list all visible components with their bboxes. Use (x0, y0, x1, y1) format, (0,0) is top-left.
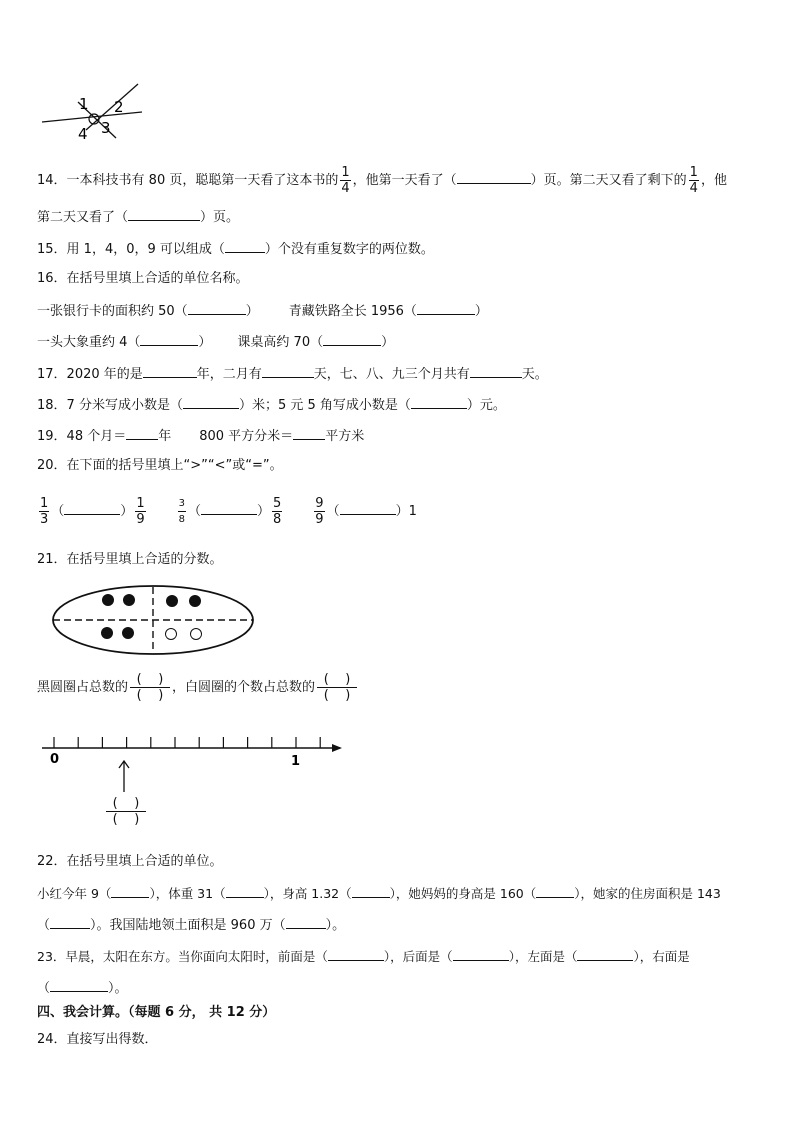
question-24-title: 24．直接写出得数． (37, 1032, 158, 1047)
q16-railway-text: 青藏铁路全长 1956（ (288, 304, 417, 319)
number-line (38, 728, 348, 773)
black-circle (189, 595, 201, 607)
q17-text-b: 年，二月有 (196, 367, 262, 382)
q16-paren-close: ） (474, 304, 488, 319)
question-17 (37, 363, 548, 385)
q23-answer-blank-3[interactable] (577, 946, 633, 961)
fraction-denominator: 8 (178, 514, 185, 525)
q17-answer-blank-1[interactable] (143, 363, 197, 378)
number-line-fraction-blank[interactable] (104, 796, 148, 827)
angle-label-4: 4 (78, 125, 88, 140)
q18-answer-blank-1[interactable] (183, 394, 239, 409)
q23-text-e: （ (37, 981, 51, 996)
q16-answer-blank-1[interactable] (188, 300, 246, 315)
white-circle (191, 629, 202, 640)
question-22-line-2 (37, 914, 345, 936)
question-23-line-2 (37, 977, 128, 999)
q14-text-f: ）页。 (200, 210, 240, 225)
question-21-fractions (37, 668, 359, 708)
q23-text-c: ），左面是（ (508, 949, 578, 964)
q14-text-e: 第二天又看了（ (37, 210, 129, 225)
question-23-line-1 (37, 946, 690, 967)
q20-fraction-right-2 (272, 496, 282, 527)
q19-text-d: 平方米 (325, 429, 365, 444)
q20-paren-open: （ (326, 504, 340, 519)
question-22-line-1 (37, 883, 721, 904)
q17-text-c: 天，七、八、九三个月共有 (313, 367, 470, 382)
question-22-title: 22．在括号里填上合适的单位。 (37, 854, 223, 869)
black-circle (123, 594, 135, 606)
q17-text-d: 天。 (521, 367, 548, 382)
q22-answer-blank-6[interactable] (286, 914, 326, 929)
angle-label-2: 2 (114, 98, 124, 116)
q20-fraction-right-1 (135, 496, 145, 527)
angle-figure (38, 78, 148, 140)
question-15 (37, 238, 434, 260)
pointer-arrow-icon (116, 758, 132, 794)
q22-text-b: ），体重 31（ (149, 886, 226, 901)
q16-answer-blank-4[interactable] (323, 331, 381, 346)
black-circle (102, 594, 114, 606)
q19-answer-blank-1[interactable] (126, 425, 158, 440)
q20-fraction-left-1 (39, 496, 49, 527)
q22-answer-blank-1[interactable] (111, 883, 149, 898)
q22-answer-blank-3[interactable] (352, 883, 390, 898)
question-16-row-1 (37, 300, 488, 322)
q16-paren-close: ） (198, 335, 212, 350)
question-20-title: 20．在下面的括号里填上“>”“<”或“=”。 (37, 458, 283, 473)
fraction-denominator: ( ) (136, 688, 164, 703)
q16-bank-card-text: 一张银行卡的面积约 50（ (37, 304, 188, 319)
q16-elephant-text: 一头大象重约 4（ (37, 335, 141, 350)
q15-answer-blank[interactable] (225, 238, 265, 253)
q23-answer-blank-2[interactable] (453, 946, 509, 961)
angle-line-horizontal (42, 112, 142, 122)
q23-text-d: ），右面是 (633, 949, 690, 964)
q23-answer-blank-1[interactable] (328, 946, 384, 961)
q18-text-b: ）米；5 元 5 角写成小数是（ (238, 398, 411, 413)
q14-answer-blank-2[interactable] (128, 206, 200, 221)
q18-answer-blank-2[interactable] (411, 394, 467, 409)
fraction-denominator: ( ) (112, 812, 140, 827)
q15-text-b: ）个没有重复数字的两位数。 (264, 242, 434, 257)
fraction-numerator: ( ) (317, 672, 357, 688)
question-19 (37, 425, 364, 447)
q23-text-f: ）。 (108, 981, 128, 996)
fraction-numerator: 1 (341, 165, 350, 180)
fraction-numerator: 5 (273, 496, 282, 511)
q21-white-text: ，白圆圈的个数占总数的 (172, 680, 316, 695)
q16-answer-blank-3[interactable] (140, 331, 198, 346)
q21-black-fraction-blank[interactable] (130, 672, 170, 703)
q14-text-c: ）页。第二天又看了剩下的 (530, 173, 687, 188)
q14-fraction-2 (689, 165, 699, 196)
circle-oval-figure (50, 582, 256, 658)
q23-text-b: ），后面是（ (383, 949, 453, 964)
q22-text-f: （ (37, 918, 51, 933)
q20-paren-open: （ (187, 504, 201, 519)
q22-text-h: ）。 (325, 918, 346, 933)
q19-answer-blank-2[interactable] (293, 425, 325, 440)
white-circle (166, 629, 177, 640)
q22-text-a: 小红今年 9（ (37, 886, 112, 901)
question-16-title: 16．在括号里填上合适的单位名称。 (37, 271, 249, 286)
q23-text-a: 23．早晨，太阳在东方。当你面向太阳时，前面是（ (37, 949, 328, 964)
q21-white-fraction-blank[interactable] (317, 672, 357, 703)
q22-answer-blank-4[interactable] (536, 883, 574, 898)
fraction-numerator: 1 (136, 496, 145, 511)
question-20-comparisons (37, 490, 417, 534)
fraction-numerator: ( ) (106, 796, 146, 812)
number-line-ticks (54, 737, 320, 748)
q16-answer-blank-2[interactable] (417, 300, 475, 315)
q16-paren-close: ） (381, 335, 395, 350)
fraction-numerator: 3 (178, 496, 186, 512)
q22-text-e: ），她家的住房面积是 143 (574, 886, 721, 901)
q16-desk-text: 课桌高约 70（ (237, 335, 324, 350)
q20-right-value: 1 (408, 504, 417, 519)
black-circle (166, 595, 178, 607)
q19-text-c: 800 平方分米＝ (199, 429, 294, 444)
angle-line-rising (86, 84, 138, 130)
fraction-denominator: 8 (273, 512, 282, 527)
number-line-arrow-icon (332, 744, 342, 752)
q15-text-a: 15．用 1，4，0，9 可以组成（ (37, 242, 225, 257)
q18-text-a: 18．7 分米写成小数是（ (37, 398, 183, 413)
fraction-numerator: 1 (689, 165, 698, 180)
fraction-denominator: 9 (136, 512, 145, 527)
q20-answer-blank-1[interactable] (64, 500, 120, 515)
number-line-label-one: 1 (291, 754, 301, 769)
q20-paren-open: （ (51, 504, 65, 519)
q22-text-d: ），她妈妈的身高是 160（ (389, 886, 537, 901)
q20-fraction-left-3 (314, 496, 324, 527)
q23-answer-blank-4[interactable] (50, 977, 108, 992)
q20-paren-close: ） (395, 504, 409, 519)
section-4-heading: 四、我会计算。（每题 6 分， 共 12 分） (37, 1005, 276, 1020)
number-line-fraction (106, 796, 146, 827)
question-14 (37, 160, 727, 202)
fraction-denominator: 3 (40, 512, 49, 527)
q17-text-a: 17．2020 年的是 (37, 367, 143, 382)
question-18 (37, 394, 506, 416)
q22-answer-blank-5[interactable] (50, 914, 90, 929)
fraction-numerator: 9 (315, 496, 324, 511)
question-16-row-2 (37, 331, 394, 353)
q20-fraction-left-2 (178, 496, 186, 527)
q14-text-a: 14．一本科技书有 80 页，聪聪第一天看了这本书的 (37, 173, 339, 188)
q19-text-a: 19．48 个月＝ (37, 429, 127, 444)
fraction-numerator: ( ) (130, 672, 170, 688)
q16-paren-close: ） (245, 304, 259, 319)
q17-answer-blank-3[interactable] (470, 363, 522, 378)
q17-answer-blank-2[interactable] (262, 363, 314, 378)
q22-answer-blank-2[interactable] (226, 883, 264, 898)
angle-label-1: 1 (79, 95, 89, 113)
q20-answer-blank-2[interactable] (201, 500, 257, 515)
question-14-line-2 (37, 206, 239, 228)
fraction-denominator: 9 (315, 512, 324, 527)
fraction-denominator: ( ) (323, 688, 351, 703)
q14-text-d: ，他 (700, 173, 727, 188)
q20-paren-close: ） (256, 504, 270, 519)
fraction-numerator: 1 (40, 496, 49, 511)
question-21-title: 21．在括号里填上合适的分数。 (37, 552, 223, 567)
q19-text-b: 年 (158, 429, 172, 444)
q20-paren-close: ） (120, 504, 134, 519)
q18-text-c: ）元。 (466, 398, 506, 413)
fraction-denominator: 4 (689, 181, 698, 196)
q14-text-b: ，他第一天看了（ (352, 173, 457, 188)
q21-black-text: 黑圆圈占总数的 (37, 680, 129, 695)
angle-label-3: 3 (101, 119, 111, 137)
q22-text-c: ），身高 1.32（ (263, 886, 352, 901)
black-circle (101, 627, 113, 639)
fraction-denominator: 4 (341, 181, 350, 196)
q22-text-g: ）。我国陆地领土面积是 960 万（ (90, 918, 286, 933)
q20-answer-blank-3[interactable] (340, 500, 396, 515)
q14-answer-blank-1[interactable] (457, 169, 531, 184)
number-line-label-zero: 0 (50, 752, 60, 767)
black-circle (122, 627, 134, 639)
q14-fraction-1 (340, 165, 350, 196)
